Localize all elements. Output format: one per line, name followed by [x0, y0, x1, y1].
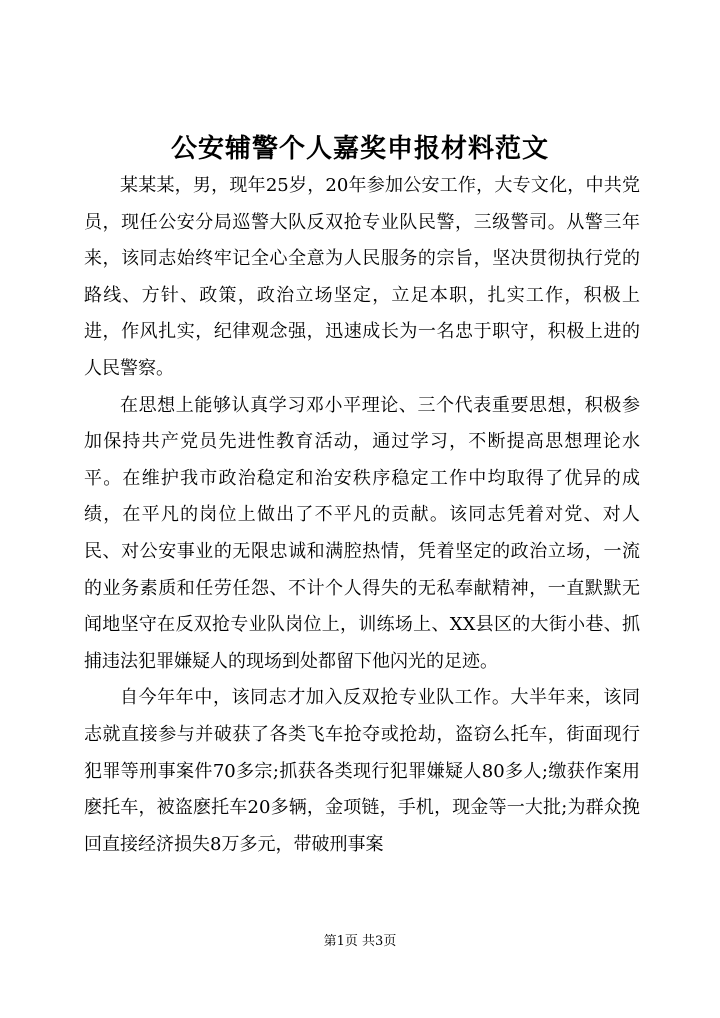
document-title: 公安辅警个人嘉奖申报材料范文	[170, 134, 549, 164]
paragraph-3: 自今年年中，该同志才加入反双抢专业队工作。大半年来，该同志就直接参与并破获了各类飞车抢夺或抢劫，盗窃么托车，街面现行犯罪等刑事案件70多宗;抓获各类现行犯罪嫌疑人80多人;缴获作案用麽托车，被盗麽托车20多辆，金项链，手机，现金等一大批;为群众挽回直接经济损失8万多元，带破刑事案	[84, 687, 640, 855]
paragraph-2: 在思想上能够认真学习邓小平理论、三个代表重要思想，积极参加保持共产党员先进性教育活动，通过学习，不断提高思想理论水平。在维护我市政治稳定和治安秩序稳定工作中均取得了优异的成绩，在平凡的岗位上做出了不平凡的贡献。该同志凭着对党、对人民、对公安事业的无限忠诚和满腔热情，凭着坚定的政治立场，一流的业务素质和任劳任怨、不计个人得失的无私奉献精神，一直默默无闻地坚守在反双抢专业队岗位上，训练场上、XX县区的大街小巷、抓捕违法犯罪嫌疑人的现场到处都留下他闪光的足迹。	[84, 394, 640, 672]
page-footer: 第1页 共3页	[323, 934, 397, 949]
document-body	[84, 168, 640, 863]
paragraph-1: 某某某，男，现年25岁，20年参加公安工作，大专文化，中共党员，现任公安分局巡警大队反双抢专业队民警，三级警司。从警三年来，该同志始终牢记全心全意为人民服务的宗旨，坚决贯彻执行党的路线、方针、政策，政治立场坚定，立足本职，扎实工作，积极上进，作风扎实，纪律观念强，迅速成长为一名忠于职守，积极上进的人民警察。	[84, 175, 640, 379]
